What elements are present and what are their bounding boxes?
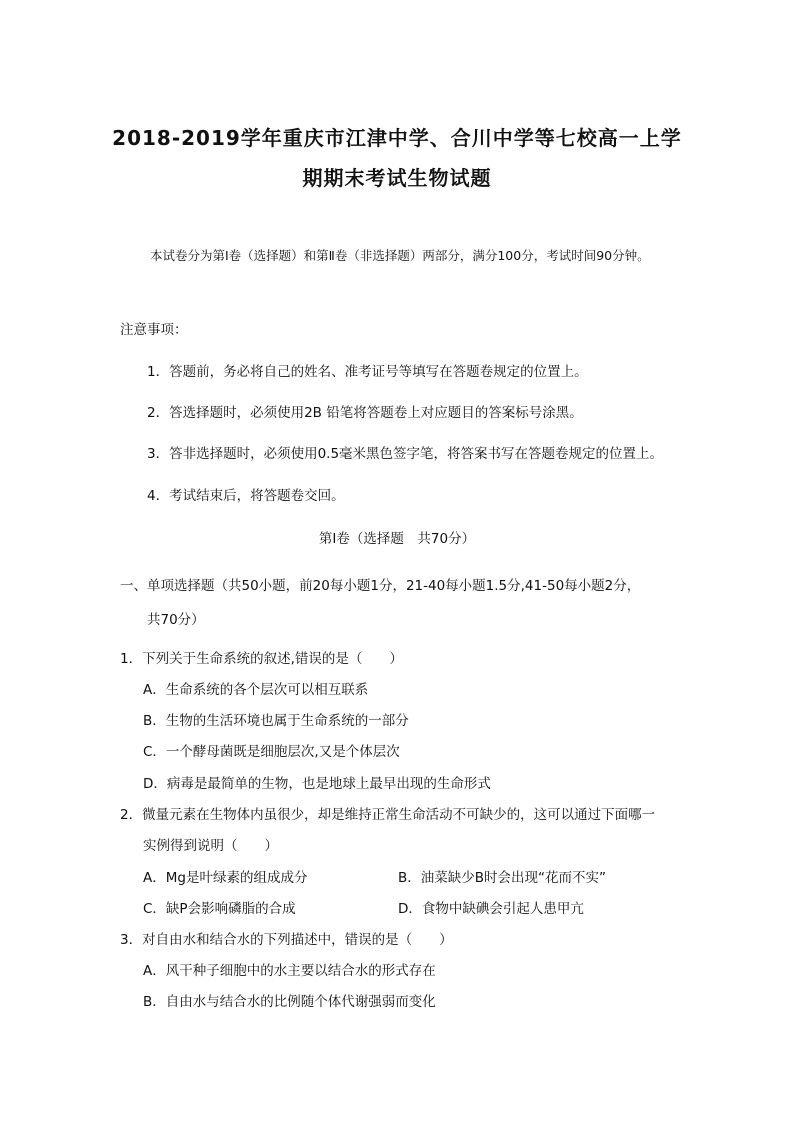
- notice-item: 3．答非选择题时，必须使用0.5毫米黑色签字笔，将答案书写在答题卷规定的位置上。: [147, 446, 664, 462]
- document-title-line-2: 期期末考试生物试题: [302, 166, 492, 190]
- notice-heading: 注意事项：: [120, 322, 188, 338]
- exam-intro: 本试卷分为第Ⅰ卷（选择题）和第Ⅱ卷（非选择题）两部分，满分100分，考试时间90分钟。: [150, 248, 650, 263]
- section-heading-line-1: 一、单项选择题（共50小题，前20每小题1分，21-40每小题1.5分,41-50每小题2分，: [120, 578, 641, 594]
- answer-option: C．一个酵母菌既是细胞层次,又是个体层次: [143, 744, 400, 760]
- answer-option: B．油菜缺少B时会出现“花而不实”: [398, 870, 607, 886]
- answer-option: D．食物中缺碘会引起人患甲亢: [398, 901, 584, 917]
- section-heading-line-2: 共70分）: [147, 612, 205, 628]
- notice-item: 2．答选择题时，必须使用2B 铅笔将答题卷上对应题目的答案标号涂黑。: [147, 405, 583, 421]
- answer-option: C．缺P会影响磷脂的合成: [143, 901, 296, 917]
- notice-item: 1．答题前，务必将自己的姓名、准考证号等填写在答题卷规定的位置上。: [147, 364, 588, 380]
- question-stem: 1．下列关于生命系统的叙述,错误的是（ ）: [120, 651, 403, 667]
- question-stem: 3．对自由水和结合水的下列描述中，错误的是（ ）: [120, 932, 453, 948]
- question-stem-line-2: 实例得到说明（ ）: [143, 838, 278, 854]
- document-title-line-1: 2018-2019学年重庆市江津中学、合川中学等七校高一上学: [112, 126, 682, 150]
- answer-option: B．生物的生活环境也属于生命系统的一部分: [143, 713, 409, 729]
- question-stem-line-1: 2．微量元素在生物体内虽很少，却是维持正常生命活动不可缺少的，这可以通过下面哪一: [120, 807, 656, 823]
- answer-option: D．病毒是最简单的生物，也是地球上最早出现的生命形式: [143, 776, 491, 792]
- answer-option: A．Mg是叶绿素的组成成分: [143, 870, 308, 886]
- answer-option: B．自由水与结合水的比例随个体代谢强弱而变化: [143, 994, 436, 1010]
- answer-option: A．生命系统的各个层次可以相互联系: [143, 682, 369, 698]
- part-heading: 第Ⅰ卷（选择题 共70分）: [318, 531, 476, 547]
- answer-option: A．风干种子细胞中的水主要以结合水的形式存在: [143, 963, 436, 979]
- notice-item: 4．考试结束后，将答题卷交回。: [147, 488, 345, 504]
